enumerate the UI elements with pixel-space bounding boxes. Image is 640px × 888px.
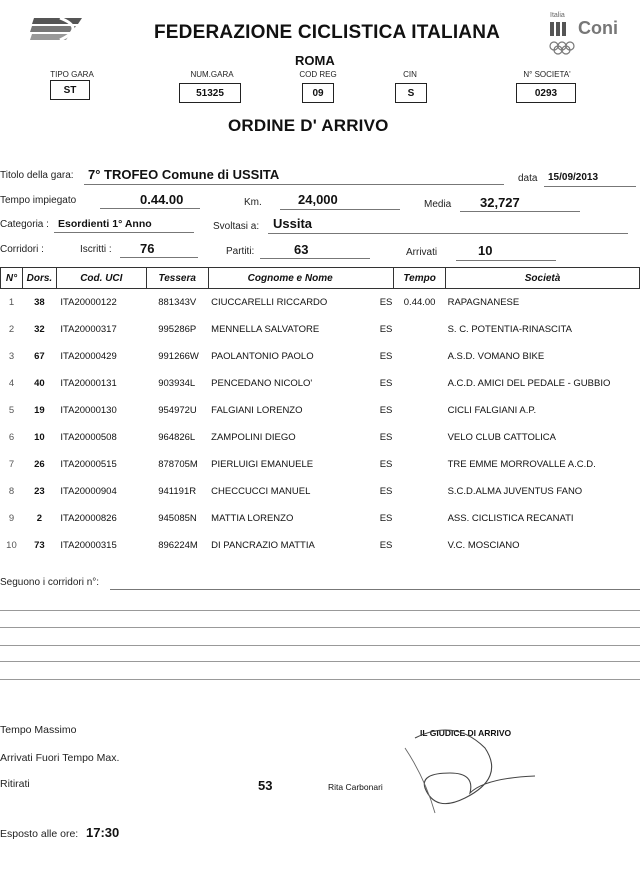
row-category: ES [379, 351, 393, 362]
row-number: 6 [8, 432, 15, 443]
table-row [1, 397, 640, 424]
row-uci: ITA20000131 [60, 378, 117, 389]
race-km: 24,000 [298, 192, 338, 207]
race-category: Esordienti 1° Anno [58, 218, 152, 230]
cod-reg-box: 09 [302, 83, 334, 103]
fci-logo [30, 14, 86, 44]
row-number: 3 [8, 351, 15, 362]
row-tessera: 881343V [158, 297, 197, 308]
row-societa: V.C. MOSCIANO [447, 540, 520, 551]
table-row [1, 451, 640, 478]
row-societa: VELO CLUB CATTOLICA [447, 432, 556, 443]
row-uci: ITA20000122 [60, 297, 117, 308]
location-label: Svoltasi a: [213, 221, 260, 232]
row-name: PIERLUIGI EMANUELE [211, 459, 314, 470]
judge-title: IL GIUDICE DI ARRIVO [420, 728, 512, 738]
row-tessera: 964826L [158, 432, 196, 443]
table-header-row [1, 268, 640, 289]
row-dors: 73 [34, 540, 45, 551]
category-label: Categoria : [0, 219, 49, 230]
row-dors: 38 [34, 297, 45, 308]
row-tempo [394, 316, 446, 343]
row-uci: ITA20000515 [60, 459, 117, 470]
row-tessera: 896224M [158, 540, 198, 551]
row-tempo [394, 478, 446, 505]
row-tempo [394, 424, 446, 451]
row-name: FALGIANI LORENZO [211, 405, 303, 416]
table-row [1, 370, 640, 397]
row-tempo [394, 343, 446, 370]
row-name: CIUCCARELLI RICCARDO [211, 297, 328, 308]
row-dors: 32 [34, 324, 45, 335]
race-registered: 76 [140, 241, 155, 256]
row-category: ES [379, 405, 393, 416]
row-dors: 67 [34, 351, 45, 362]
cin-box: S [395, 83, 427, 103]
tipo-gara-label: TIPO GARA [50, 70, 94, 79]
num-gara-label: NUM.GARA [190, 70, 234, 79]
date-label: data [518, 173, 538, 184]
posted-label: Esposto alle ore: [0, 828, 79, 840]
race-title: 7° TROFEO Comune di USSITA [88, 167, 280, 182]
table-row [1, 289, 640, 317]
riders-label: Corridori : [0, 244, 44, 255]
row-name: DI PANCRAZIO MATTIA [211, 540, 315, 551]
row-tessera: 903934L [158, 378, 196, 389]
row-uci: ITA20000508 [60, 432, 117, 443]
col-tempo: Tempo [394, 268, 446, 289]
laurel-icon [546, 20, 576, 58]
row-number: 10 [6, 540, 17, 551]
row-category: ES [379, 459, 393, 470]
row-category: ES [379, 297, 393, 308]
col-dors: Dors. [22, 268, 56, 289]
federation-title: FEDERAZIONE CICLISTICA ITALIANA [154, 22, 501, 43]
row-number: 7 [8, 459, 15, 470]
row-uci: ITA20000315 [60, 540, 117, 551]
row-dors: 10 [34, 432, 45, 443]
row-category: ES [379, 513, 393, 524]
col-cat [372, 268, 394, 289]
race-started: 63 [294, 242, 309, 257]
col-societa: Società [446, 268, 640, 289]
row-societa: S. C. POTENTIA-RINASCITA [447, 324, 572, 335]
row-category: ES [379, 432, 393, 443]
row-tempo [394, 505, 446, 532]
avg-label: Media [424, 199, 452, 210]
col-name: Cognome e Nome [208, 268, 372, 289]
row-societa: ASS. CICLISTICA RECANATI [447, 513, 574, 524]
row-category: ES [379, 378, 393, 389]
row-category: ES [379, 324, 393, 335]
registered-label: Iscritti : [80, 244, 112, 255]
time-label: Tempo impiegato [0, 195, 77, 206]
withdrawn-count: 53 [258, 778, 273, 793]
row-tempo [394, 370, 446, 397]
row-societa: CICLI FALGIANI A.P. [447, 405, 537, 416]
row-name: CHECCUCCI MANUEL [211, 486, 311, 497]
row-uci: ITA20000317 [60, 324, 117, 335]
row-name: PENCEDANO NICOLO' [211, 378, 313, 389]
row-tempo [394, 451, 446, 478]
col-tessera: Tessera [146, 268, 208, 289]
arrived-label: Arrivati [406, 247, 438, 258]
row-tessera: 954972U [158, 405, 197, 416]
coni-italia-text: Italia [550, 12, 565, 19]
table-row [1, 316, 640, 343]
race-arrived: 10 [478, 243, 493, 258]
row-name: ZAMPOLINI DIEGO [211, 432, 296, 443]
row-uci: ITA20000130 [60, 405, 117, 416]
row-tessera: 991266W [158, 351, 199, 362]
cod-reg-label: COD REG [299, 70, 337, 79]
n-societa-box: 0293 [516, 83, 576, 103]
row-number: 2 [8, 324, 15, 335]
max-time-label: Tempo Massimo [0, 724, 77, 736]
table-row [1, 424, 640, 451]
coni-logo [546, 12, 636, 58]
judge-name: Rita Carbonari [328, 782, 383, 792]
race-title-label: Titolo della gara: [0, 170, 74, 181]
row-number: 8 [8, 486, 15, 497]
row-number: 9 [8, 513, 15, 524]
num-gara-box: 51325 [179, 83, 241, 103]
started-label: Partiti: [226, 246, 255, 257]
row-societa: A.C.D. AMICI DEL PEDALE - GUBBIO [447, 378, 611, 389]
row-tempo [394, 532, 446, 559]
row-dors: 2 [36, 513, 43, 524]
row-societa: RAPAGNANESE [447, 297, 520, 308]
coni-text: Coni [578, 18, 618, 38]
row-tempo [394, 397, 446, 424]
tipo-gara-box: ST [50, 80, 90, 100]
row-uci: ITA20000826 [60, 513, 117, 524]
row-dors: 23 [34, 486, 45, 497]
table-row [1, 343, 640, 370]
following-label: Seguono i corridori n°: [0, 577, 100, 588]
race-time: 0.44.00 [140, 192, 184, 207]
n-societa-label: N° SOCIETA' [523, 70, 571, 79]
row-dors: 19 [34, 405, 45, 416]
race-avg: 32,727 [480, 195, 520, 210]
row-name: PAOLANTONIO PAOLO [211, 351, 314, 362]
row-tessera: 995286P [158, 324, 197, 335]
race-location: Ussita [273, 216, 313, 231]
row-dors: 40 [34, 378, 45, 389]
row-category: ES [379, 540, 393, 551]
col-n: N° [1, 268, 23, 289]
row-societa: S.C.D.ALMA JUVENTUS FANO [447, 486, 583, 497]
row-societa: TRE EMME MORROVALLE A.C.D. [447, 459, 596, 470]
race-date: 15/09/2013 [548, 172, 599, 183]
city-label: ROMA [295, 53, 335, 68]
row-number: 5 [8, 405, 15, 416]
posted-time: 17:30 [86, 825, 120, 840]
row-category: ES [379, 486, 393, 497]
out-of-time-label: Arrivati Fuori Tempo Max. [0, 752, 120, 764]
row-uci: ITA20000429 [60, 351, 117, 362]
withdrawn-label: Ritirati [0, 778, 30, 790]
table-row [1, 478, 640, 505]
row-societa: A.S.D. VOMANO BIKE [447, 351, 545, 362]
cin-label: CIN [403, 70, 417, 79]
row-tessera: 878705M [158, 459, 198, 470]
row-name: MENNELLA SALVATORE [211, 324, 320, 335]
row-dors: 26 [34, 459, 45, 470]
km-label: Km. [244, 197, 262, 208]
results-table [0, 267, 640, 559]
row-number: 4 [8, 378, 15, 389]
table-row [1, 505, 640, 532]
row-tessera: 941191R [158, 486, 197, 497]
row-tempo: 0.44.00 [403, 297, 436, 308]
row-uci: ITA20000904 [60, 486, 117, 497]
table-row [1, 532, 640, 559]
col-uci: Cod. UCI [56, 268, 146, 289]
row-number: 1 [8, 297, 15, 308]
row-name: MATTIA LORENZO [211, 513, 294, 524]
signature-image [395, 718, 545, 818]
document-title: ORDINE D' ARRIVO [228, 116, 389, 135]
row-tessera: 945085N [158, 513, 197, 524]
